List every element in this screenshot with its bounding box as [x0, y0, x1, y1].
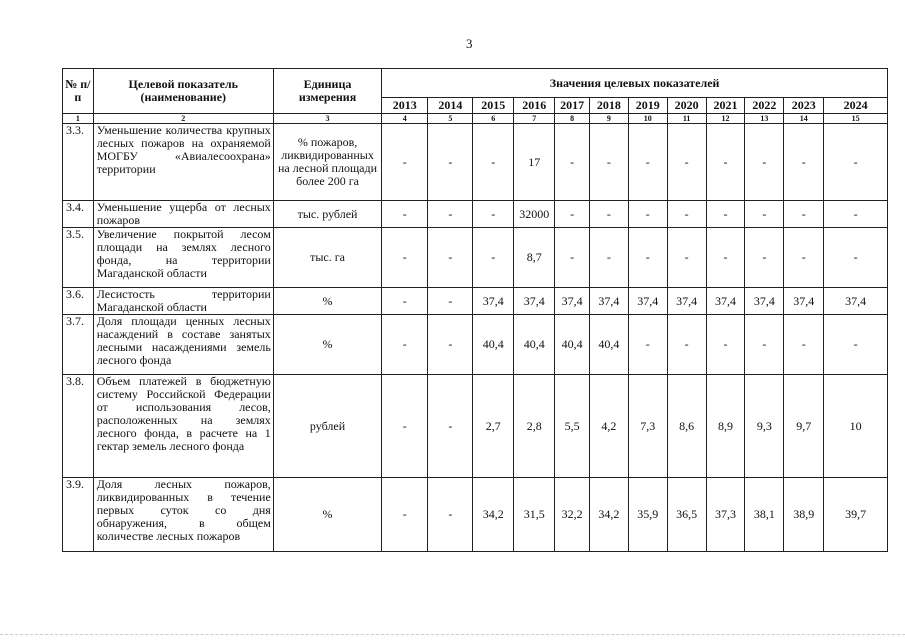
- value-cell: 37,4: [745, 288, 784, 315]
- column-index: 7: [514, 114, 555, 124]
- value-cell: 10: [824, 375, 888, 478]
- column-index: 11: [667, 114, 706, 124]
- value-cell: -: [784, 228, 824, 288]
- unit-of-measure: тыс. га: [273, 228, 381, 288]
- value-cell: 7,3: [628, 375, 667, 478]
- column-index: 15: [824, 114, 888, 124]
- value-cell: -: [473, 124, 514, 201]
- value-cell: 37,4: [706, 288, 745, 315]
- value-cell: -: [706, 201, 745, 228]
- value-cell: 37,4: [667, 288, 706, 315]
- value-cell: -: [589, 201, 628, 228]
- value-cell: -: [428, 124, 473, 201]
- table-row: [63, 375, 888, 478]
- indicator-name: Доля лесных пожаров, ликвидированных в течение первых суток со дня обнаружения, в общем количестве лесных пожаров: [93, 478, 273, 552]
- row-number: 3.9.: [63, 478, 94, 552]
- value-cell: 40,4: [473, 315, 514, 375]
- header-year: 2016: [514, 98, 555, 114]
- value-cell: 37,4: [555, 288, 590, 315]
- value-cell: 8,7: [514, 228, 555, 288]
- value-cell: 9,3: [745, 375, 784, 478]
- value-cell: -: [428, 315, 473, 375]
- value-cell: -: [382, 478, 428, 552]
- value-cell: 37,4: [784, 288, 824, 315]
- value-cell: 37,4: [514, 288, 555, 315]
- value-cell: -: [628, 228, 667, 288]
- header-year: 2014: [428, 98, 473, 114]
- indicator-name: Объем платежей в бюджетную систему Российской Федерации от использования лесов, расположенных на землях лесного фонда, в расчете на 1 гектар земель лесного фонда: [93, 375, 273, 478]
- header-year: 2024: [824, 98, 888, 114]
- header-unit: Единица измерения: [273, 69, 381, 114]
- value-cell: -: [667, 201, 706, 228]
- value-cell: -: [706, 315, 745, 375]
- indicator-name: Уменьшение ущерба от лесных пожаров: [93, 201, 273, 228]
- value-cell: -: [667, 315, 706, 375]
- page-number: 3: [466, 36, 473, 51]
- value-cell: 31,5: [514, 478, 555, 552]
- row-number: 3.3.: [63, 124, 94, 201]
- table-row: [63, 288, 888, 315]
- unit-of-measure: % пожаров, ликвидированных на лесной площади более 200 га: [273, 124, 381, 201]
- column-index: 13: [745, 114, 784, 124]
- header-year: 2021: [706, 98, 745, 114]
- header-num: № п/п: [63, 69, 94, 114]
- value-cell: 37,4: [589, 288, 628, 315]
- value-cell: 8,9: [706, 375, 745, 478]
- header-year: 2022: [745, 98, 784, 114]
- value-cell: 37,4: [628, 288, 667, 315]
- value-cell: 38,1: [745, 478, 784, 552]
- value-cell: 39,7: [824, 478, 888, 552]
- unit-of-measure: тыс. рублей: [273, 201, 381, 228]
- value-cell: -: [473, 228, 514, 288]
- column-index: 2: [93, 114, 273, 124]
- row-number: 3.7.: [63, 315, 94, 375]
- value-cell: -: [382, 315, 428, 375]
- row-number: 3.6.: [63, 288, 94, 315]
- table-row: [63, 124, 888, 201]
- value-cell: 36,5: [667, 478, 706, 552]
- value-cell: 32,2: [555, 478, 590, 552]
- value-cell: -: [667, 228, 706, 288]
- column-index: 1: [63, 114, 94, 124]
- value-cell: 8,6: [667, 375, 706, 478]
- unit-of-measure: %: [273, 288, 381, 315]
- row-number: 3.8.: [63, 375, 94, 478]
- value-cell: 37,3: [706, 478, 745, 552]
- unit-of-measure: рублей: [273, 375, 381, 478]
- column-index: 9: [589, 114, 628, 124]
- value-cell: -: [428, 288, 473, 315]
- value-cell: -: [555, 124, 590, 201]
- value-cell: 2,7: [473, 375, 514, 478]
- indicator-name: Уменьшение количества крупных лесных пожаров на охраняемой МОГБУ «Авиалесоохрана» территории: [93, 124, 273, 201]
- column-index: 8: [555, 114, 590, 124]
- value-cell: -: [824, 201, 888, 228]
- value-cell: -: [745, 228, 784, 288]
- value-cell: 32000: [514, 201, 555, 228]
- value-cell: -: [382, 375, 428, 478]
- value-cell: -: [784, 124, 824, 201]
- column-index: 3: [273, 114, 381, 124]
- value-cell: -: [382, 228, 428, 288]
- value-cell: 40,4: [555, 315, 590, 375]
- column-index: 5: [428, 114, 473, 124]
- row-number: 3.5.: [63, 228, 94, 288]
- header-year: 2013: [382, 98, 428, 114]
- value-cell: -: [428, 201, 473, 228]
- value-cell: -: [784, 201, 824, 228]
- value-cell: -: [628, 124, 667, 201]
- value-cell: 34,2: [589, 478, 628, 552]
- value-cell: 38,9: [784, 478, 824, 552]
- value-cell: -: [428, 375, 473, 478]
- column-index: 14: [784, 114, 824, 124]
- value-cell: -: [382, 288, 428, 315]
- value-cell: 17: [514, 124, 555, 201]
- value-cell: -: [824, 124, 888, 201]
- header-year: 2019: [628, 98, 667, 114]
- value-cell: -: [382, 201, 428, 228]
- unit-of-measure: %: [273, 315, 381, 375]
- unit-of-measure: %: [273, 478, 381, 552]
- header-year: 2020: [667, 98, 706, 114]
- table-row: [63, 478, 888, 552]
- value-cell: -: [667, 124, 706, 201]
- value-cell: -: [628, 315, 667, 375]
- value-cell: -: [428, 478, 473, 552]
- value-cell: -: [745, 201, 784, 228]
- table-row: [63, 201, 888, 228]
- target-indicators-table: [62, 68, 888, 552]
- value-cell: 9,7: [784, 375, 824, 478]
- indicator-name: Увеличение покрытой лесом площади на землях лесного фонда, на территории Магаданской области: [93, 228, 273, 288]
- indicator-name: Лесистость территории Магаданской области: [93, 288, 273, 315]
- header-year: 2015: [473, 98, 514, 114]
- row-number: 3.4.: [63, 201, 94, 228]
- header-values-group: Значения целевых показателей: [382, 69, 888, 98]
- value-cell: -: [589, 124, 628, 201]
- indicator-name: Доля площади ценных лесных насаждений в составе занятых лесными насаждениями земель лесного фонда: [93, 315, 273, 375]
- value-cell: -: [628, 201, 667, 228]
- value-cell: -: [824, 315, 888, 375]
- value-cell: -: [784, 315, 824, 375]
- value-cell: -: [555, 201, 590, 228]
- column-index: 10: [628, 114, 667, 124]
- value-cell: 35,9: [628, 478, 667, 552]
- value-cell: 37,4: [473, 288, 514, 315]
- page-edge-rule: [0, 634, 905, 635]
- value-cell: -: [745, 315, 784, 375]
- table-row: [63, 315, 888, 375]
- header-year: 2018: [589, 98, 628, 114]
- column-index: 12: [706, 114, 745, 124]
- value-cell: 40,4: [514, 315, 555, 375]
- value-cell: 2,8: [514, 375, 555, 478]
- value-cell: -: [473, 201, 514, 228]
- value-cell: -: [428, 228, 473, 288]
- value-cell: 40,4: [589, 315, 628, 375]
- header-year: 2023: [784, 98, 824, 114]
- column-index: 6: [473, 114, 514, 124]
- table-row: [63, 228, 888, 288]
- value-cell: -: [382, 124, 428, 201]
- header-year: 2017: [555, 98, 590, 114]
- value-cell: -: [745, 124, 784, 201]
- value-cell: 37,4: [824, 288, 888, 315]
- value-cell: -: [824, 228, 888, 288]
- value-cell: 4,2: [589, 375, 628, 478]
- column-index: 4: [382, 114, 428, 124]
- value-cell: -: [555, 228, 590, 288]
- value-cell: 5,5: [555, 375, 590, 478]
- value-cell: -: [706, 124, 745, 201]
- value-cell: -: [589, 228, 628, 288]
- value-cell: -: [706, 228, 745, 288]
- value-cell: 34,2: [473, 478, 514, 552]
- header-name: Целевой показатель (наименование): [93, 69, 273, 114]
